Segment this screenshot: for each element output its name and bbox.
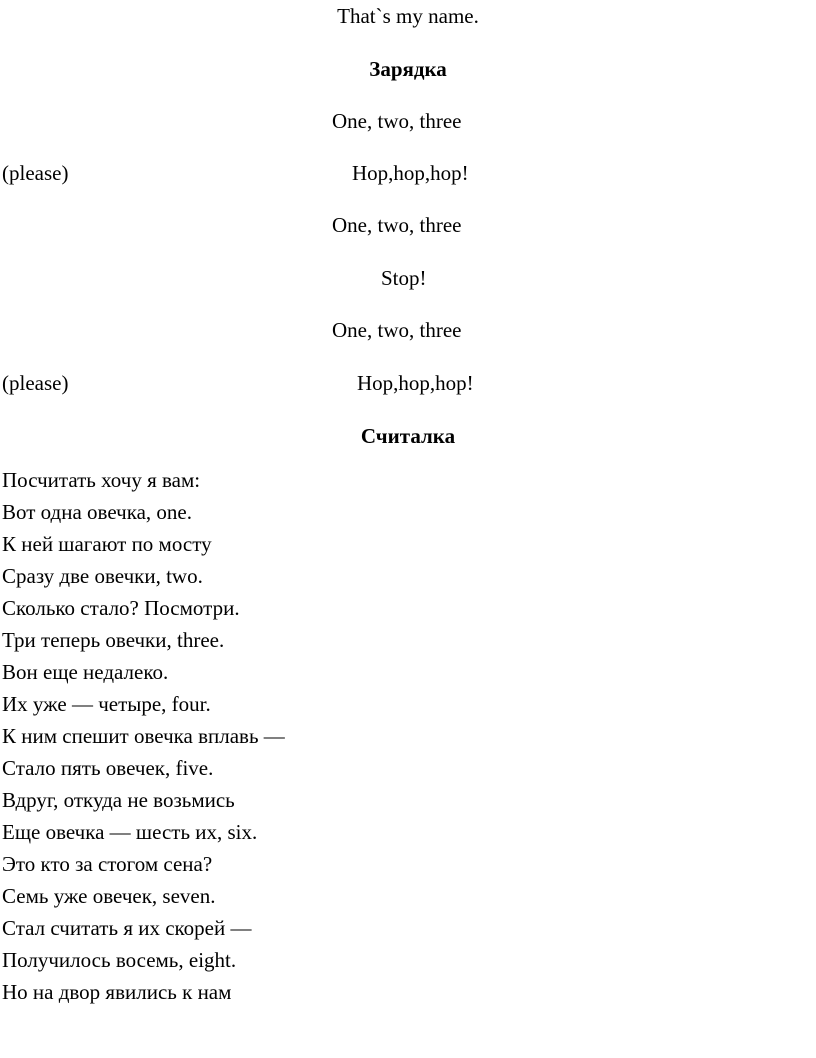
zaryadka-title: Зарядка	[369, 57, 447, 81]
zaryadka-line-6: Hop,hop,hop!	[357, 371, 474, 395]
zaryadka-line-4: Stop!	[381, 266, 427, 290]
zaryadka-line-6-note: (please)	[2, 371, 69, 395]
schitalka-poem	[2, 464, 285, 1008]
poem-line: Сразу две овечки, two.	[2, 564, 203, 588]
zaryadka-line-3: One, two, three	[332, 213, 462, 237]
poem-line: Вон еще недалеко.	[2, 660, 169, 684]
zaryadka-line-1: One, two, three	[332, 109, 462, 133]
intro-line: That`s my name.	[337, 4, 479, 28]
poem-line: Их уже — четыре, four.	[2, 692, 211, 716]
poem-line: Три теперь овечки, three.	[2, 628, 225, 652]
poem-line: Семь уже овечек, seven.	[2, 884, 216, 908]
poem-line: Вот одна овечка, one.	[2, 500, 192, 524]
zaryadka-line-2-note: (please)	[2, 161, 69, 185]
poem-line: Стало пять овечек, five.	[2, 756, 214, 780]
poem-line: К ней шагают по мосту	[2, 532, 212, 556]
poem-line: Но на двор явились к нам	[2, 980, 232, 1004]
poem-line: Еще овечка — шесть их, six.	[2, 820, 258, 844]
schitalka-title: Считалка	[360, 424, 456, 448]
poem-line: К ним спешит овечка вплавь —	[2, 724, 285, 748]
poem-line: Получилось восемь, eight.	[2, 948, 237, 972]
zaryadka-line-5: One, two, three	[332, 318, 462, 342]
zaryadka-line-2: Hop,hop,hop!	[352, 161, 469, 185]
poem-line: Сколько стало? Посмотри.	[2, 596, 240, 620]
poem-line: Вдруг, откуда не возьмись	[2, 788, 235, 812]
poem-line: Это кто за стогом сена?	[2, 852, 213, 876]
poem-line: Посчитать хочу я вам:	[2, 468, 201, 492]
poem-line: Стал считать я их скорей —	[2, 916, 252, 940]
